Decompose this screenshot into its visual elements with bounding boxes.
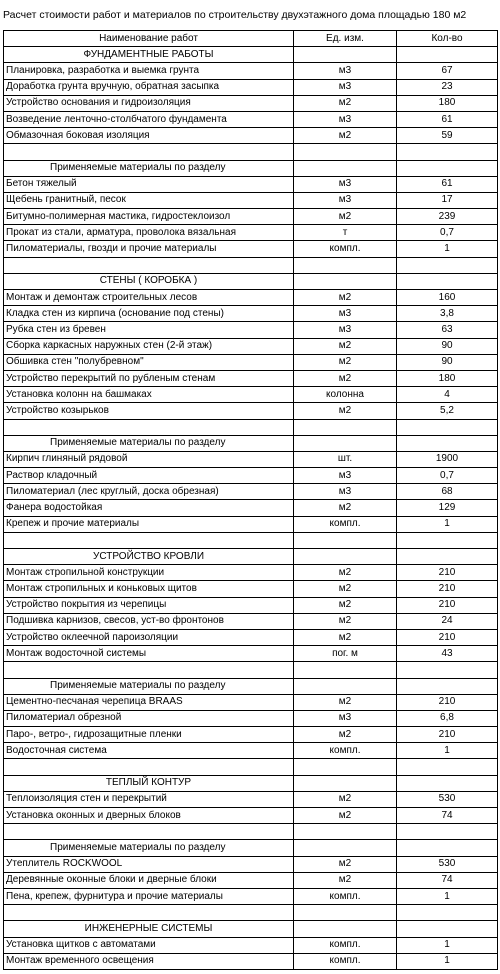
unit-cell: пог. м [294,646,397,662]
table-row [4,79,498,95]
empty-cell [4,662,294,678]
unit-cell: колонна [294,387,397,403]
unit-cell: м2 [294,597,397,613]
quantity-cell: 67 [397,63,498,79]
blank-row [4,662,498,678]
empty-cell [397,47,498,63]
quantity-cell: 74 [397,872,498,888]
unit-cell: м3 [294,484,397,500]
quantity-cell: 0,7 [397,468,498,484]
header-quantity: Кол-во [397,31,498,47]
work-name-cell: Возведение ленточно-столбчатого фундамента [4,111,294,127]
table-row [4,581,498,597]
table-row [4,727,498,743]
unit-cell: м2 [294,500,397,516]
quantity-cell: 61 [397,176,498,192]
work-name-cell: Раствор кладочный [4,468,294,484]
quantity-cell: 530 [397,791,498,807]
unit-cell: м3 [294,79,397,95]
header-work-name: Наименование работ [4,31,294,47]
table-row [4,370,498,386]
unit-cell: м3 [294,710,397,726]
work-name-cell: Пена, крепеж, фурнитура и прочие материалы [4,888,294,904]
quantity-cell: 129 [397,500,498,516]
empty-cell [294,921,397,937]
quantity-cell: 1 [397,953,498,969]
table-row [4,306,498,322]
work-name-cell: Сборка каркасных наружных стен (2-й этаж) [4,338,294,354]
table-row [4,322,498,338]
table-row [4,937,498,953]
empty-cell [397,759,498,775]
work-name-cell: Утеплитель ROCKWOOL [4,856,294,872]
quantity-cell: 24 [397,613,498,629]
blank-row [4,419,498,435]
work-name-cell: Установка колонн на башмаках [4,387,294,403]
table-row [4,888,498,904]
empty-cell [294,840,397,856]
unit-cell: м2 [294,808,397,824]
unit-cell: м2 [294,872,397,888]
section-title: ТЕПЛЫЙ КОНТУР [4,775,294,791]
work-name-cell: Устройство перекрытий по рубленым стенам [4,370,294,386]
work-name-cell: Бетон тяжелый [4,176,294,192]
empty-cell [397,549,498,565]
table-row [4,209,498,225]
unit-cell: м3 [294,192,397,208]
section-title: ИНЖЕНЕРНЫЕ СИСТЕМЫ [4,921,294,937]
materials-subheader-row [4,160,498,176]
work-name-cell: Кирпич глиняный рядовой [4,451,294,467]
table-row [4,111,498,127]
unit-cell: компл. [294,953,397,969]
unit-cell: м2 [294,403,397,419]
empty-cell [4,905,294,921]
empty-cell [4,419,294,435]
unit-cell: компл. [294,888,397,904]
work-name-cell: Устройство покрытия из черепицы [4,597,294,613]
work-name-cell: Монтаж стропильных и коньковых щитов [4,581,294,597]
table-row [4,192,498,208]
quantity-cell: 3,8 [397,306,498,322]
table-row [4,646,498,662]
empty-cell [4,144,294,160]
unit-cell: м2 [294,95,397,111]
work-name-cell: Устройство козырьков [4,403,294,419]
unit-cell: м2 [294,370,397,386]
table-row [4,338,498,354]
quantity-cell: 210 [397,565,498,581]
empty-cell [397,824,498,840]
unit-cell: компл. [294,241,397,257]
work-name-cell: Крепеж и прочие материалы [4,516,294,532]
quantity-cell: 530 [397,856,498,872]
table-row [4,808,498,824]
quantity-cell: 43 [397,646,498,662]
table-row [4,403,498,419]
estimate-table-body [4,31,498,970]
work-name-cell: Битумно-полимерная мастика, гидростеклоизол [4,209,294,225]
work-name-cell: Рубка стен из бревен [4,322,294,338]
empty-cell [4,257,294,273]
section-title: УСТРОЙСТВО КРОВЛИ [4,549,294,565]
table-row [4,953,498,969]
empty-cell [294,273,397,289]
work-name-cell: Цементно-песчаная черепица BRAAS [4,694,294,710]
quantity-cell: 1 [397,888,498,904]
unit-cell: компл. [294,937,397,953]
empty-cell [397,160,498,176]
unit-cell: компл. [294,743,397,759]
work-name-cell: Установка щитков с автоматами [4,937,294,953]
empty-cell [4,824,294,840]
quantity-cell: 210 [397,581,498,597]
table-row [4,516,498,532]
quantity-cell: 1 [397,743,498,759]
unit-cell: м3 [294,468,397,484]
table-row [4,743,498,759]
unit-cell: м2 [294,290,397,306]
blank-row [4,824,498,840]
table-row [4,856,498,872]
unit-cell: м3 [294,111,397,127]
empty-cell [397,419,498,435]
quantity-cell: 160 [397,290,498,306]
quantity-cell: 23 [397,79,498,95]
empty-cell [397,905,498,921]
quantity-cell: 74 [397,808,498,824]
blank-row [4,257,498,273]
quantity-cell: 63 [397,322,498,338]
quantity-cell: 68 [397,484,498,500]
section-header-row [4,549,498,565]
materials-subheader: Применяемые материалы по разделу [4,840,294,856]
empty-cell [294,257,397,273]
unit-cell: м3 [294,306,397,322]
table-row [4,710,498,726]
unit-cell: м2 [294,613,397,629]
table-row [4,387,498,403]
empty-cell [397,921,498,937]
work-name-cell: Подшивка карнизов, свесов, уст-во фронтонов [4,613,294,629]
section-title: СТЕНЫ ( КОРОБКА ) [4,273,294,289]
materials-subheader: Применяемые материалы по разделу [4,435,294,451]
empty-cell [294,532,397,548]
empty-cell [294,775,397,791]
table-row [4,128,498,144]
unit-cell: м2 [294,338,397,354]
materials-subheader: Применяемые материалы по разделу [4,160,294,176]
quantity-cell: 210 [397,629,498,645]
quantity-cell: 6,8 [397,710,498,726]
quantity-cell: 1 [397,937,498,953]
empty-cell [397,840,498,856]
document-title: Расчет стоимости работ и материалов по строительству двухэтажного дома площадью 180 м2 [3,9,467,21]
unit-cell: м2 [294,856,397,872]
quantity-cell: 61 [397,111,498,127]
quantity-cell: 180 [397,95,498,111]
unit-cell: м3 [294,322,397,338]
empty-cell [294,549,397,565]
empty-cell [397,678,498,694]
empty-cell [397,273,498,289]
work-name-cell: Кладка стен из кирпича (основание под стены) [4,306,294,322]
work-name-cell: Водосточная система [4,743,294,759]
quantity-cell: 0,7 [397,225,498,241]
work-name-cell: Монтаж временного освещения [4,953,294,969]
unit-cell: м3 [294,176,397,192]
empty-cell [4,532,294,548]
quantity-cell: 5,2 [397,403,498,419]
table-row [4,95,498,111]
table-row [4,176,498,192]
empty-cell [397,775,498,791]
quantity-cell: 210 [397,694,498,710]
table-row [4,468,498,484]
work-name-cell: Устройство основания и гидроизоляция [4,95,294,111]
empty-cell [397,435,498,451]
table-row [4,500,498,516]
table-row [4,63,498,79]
work-name-cell: Пиломатериал обрезной [4,710,294,726]
table-row [4,597,498,613]
work-name-cell: Обмазочная боковая изоляция [4,128,294,144]
empty-cell [294,678,397,694]
header-row [4,31,498,47]
quantity-cell: 4 [397,387,498,403]
empty-cell [4,759,294,775]
unit-cell: компл. [294,516,397,532]
table-row [4,290,498,306]
work-name-cell: Пиломатериалы, гвозди и прочие материалы [4,241,294,257]
work-name-cell: Монтаж и демонтаж строительных лесов [4,290,294,306]
unit-cell: м2 [294,694,397,710]
work-name-cell: Устройство оклеечной пароизоляции [4,629,294,645]
blank-row [4,144,498,160]
section-header-row [4,273,498,289]
empty-cell [294,905,397,921]
work-name-cell: Теплоизоляция стен и перекрытий [4,791,294,807]
work-name-cell: Пиломатериал (лес круглый, доска обрезная) [4,484,294,500]
blank-row [4,905,498,921]
unit-cell: м2 [294,128,397,144]
unit-cell: м2 [294,791,397,807]
section-header-row [4,775,498,791]
work-name-cell: Фанера водостойкая [4,500,294,516]
unit-cell: м2 [294,629,397,645]
materials-subheader-row [4,840,498,856]
materials-subheader-row [4,678,498,694]
header-unit: Ед. изм. [294,31,397,47]
quantity-cell: 210 [397,597,498,613]
unit-cell: м2 [294,565,397,581]
quantity-cell: 17 [397,192,498,208]
work-name-cell: Доработка грунта вручную, обратная засыпка [4,79,294,95]
quantity-cell: 90 [397,354,498,370]
materials-subheader-row [4,435,498,451]
work-name-cell: Обшивка стен "полубревном" [4,354,294,370]
empty-cell [397,532,498,548]
table-row [4,694,498,710]
table-row [4,791,498,807]
empty-cell [397,144,498,160]
table-row [4,629,498,645]
table-row [4,565,498,581]
unit-cell: т [294,225,397,241]
empty-cell [294,662,397,678]
blank-row [4,759,498,775]
work-name-cell: Монтаж водосточной системы [4,646,294,662]
work-name-cell: Щебень гранитный, песок [4,192,294,208]
work-name-cell: Установка оконных и дверных блоков [4,808,294,824]
empty-cell [294,47,397,63]
work-name-cell: Паро-, ветро-, гидрозащитные пленки [4,727,294,743]
work-name-cell: Деревянные оконные блоки и дверные блоки [4,872,294,888]
unit-cell: м2 [294,209,397,225]
work-name-cell: Прокат из стали, арматура, проволока вязальная [4,225,294,241]
table-row [4,225,498,241]
table-row [4,241,498,257]
section-title: ФУНДАМЕНТНЫЕ РАБОТЫ [4,47,294,63]
table-row [4,451,498,467]
work-name-cell: Планировка, разработка и выемка грунта [4,63,294,79]
materials-subheader: Применяемые материалы по разделу [4,678,294,694]
quantity-cell: 90 [397,338,498,354]
unit-cell: м3 [294,63,397,79]
empty-cell [294,435,397,451]
quantity-cell: 210 [397,727,498,743]
work-name-cell: Монтаж стропильной конструкции [4,565,294,581]
unit-cell: м2 [294,354,397,370]
table-row [4,354,498,370]
unit-cell: м2 [294,727,397,743]
quantity-cell: 59 [397,128,498,144]
quantity-cell: 1 [397,241,498,257]
unit-cell: шт. [294,451,397,467]
empty-cell [397,257,498,273]
quantity-cell: 1900 [397,451,498,467]
empty-cell [294,824,397,840]
blank-row [4,532,498,548]
table-row [4,872,498,888]
empty-cell [294,759,397,775]
empty-cell [294,160,397,176]
empty-cell [294,419,397,435]
section-header-row [4,47,498,63]
empty-cell [397,662,498,678]
table-row [4,484,498,500]
quantity-cell: 180 [397,370,498,386]
section-header-row [4,921,498,937]
estimate-table [3,30,498,970]
quantity-cell: 1 [397,516,498,532]
table-row [4,613,498,629]
quantity-cell: 239 [397,209,498,225]
empty-cell [294,144,397,160]
unit-cell: м2 [294,581,397,597]
